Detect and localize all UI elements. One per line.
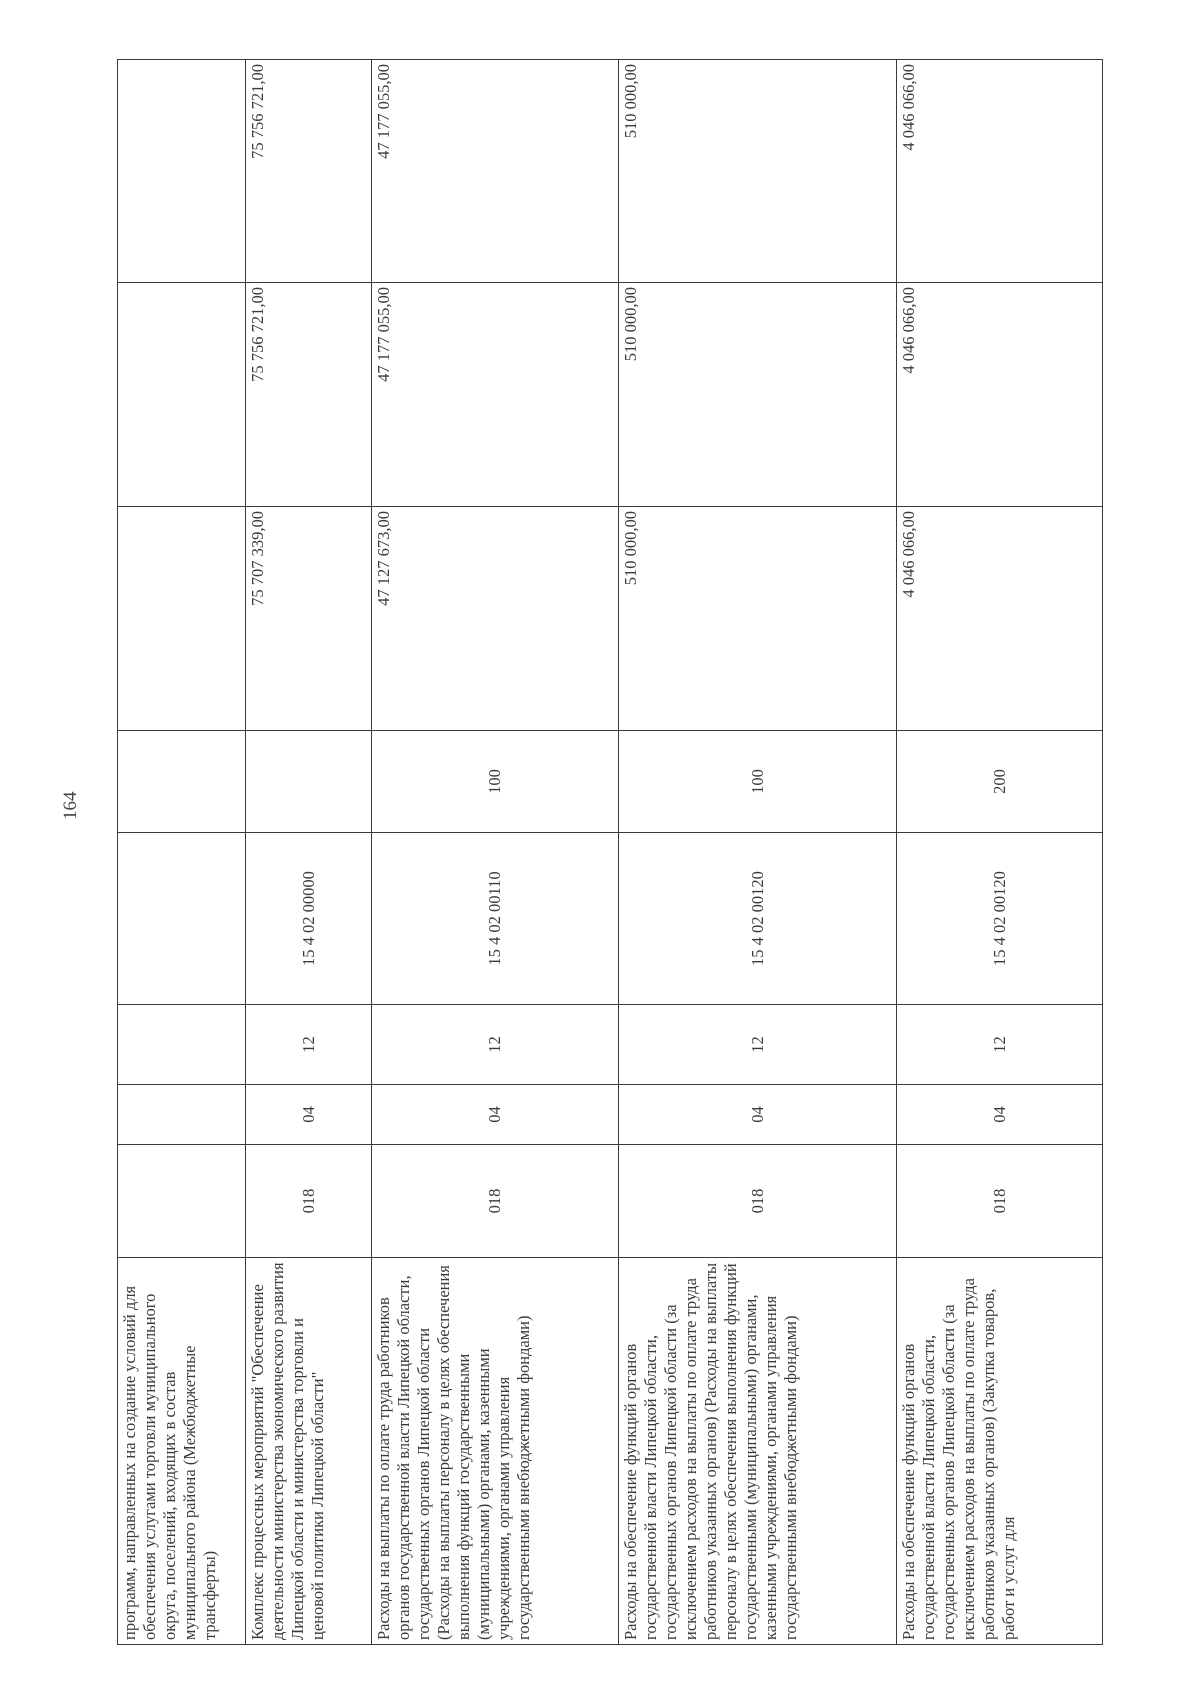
csr-cell: 15 4 02 00120 xyxy=(897,833,1103,1005)
ved-cell: 018 xyxy=(897,1145,1103,1258)
sum-cell-2 xyxy=(118,283,246,507)
pr-cell: 12 xyxy=(372,1005,619,1085)
sum-cell-3: 75 756 721,00 xyxy=(246,60,372,283)
sum-cell-1: 510 000,00 xyxy=(619,507,897,731)
ved-cell: 018 xyxy=(619,1145,897,1258)
csr-cell: 15 4 02 00000 xyxy=(246,833,372,1005)
rz-cell: 04 xyxy=(897,1085,1103,1145)
ved-cell: 018 xyxy=(246,1145,372,1258)
ved-cell xyxy=(118,1145,246,1258)
table-row xyxy=(372,60,619,1645)
sum-cell-3: 510 000,00 xyxy=(619,60,897,283)
sum-cell-2: 47 177 055,00 xyxy=(372,283,619,507)
table-row xyxy=(246,60,372,1645)
row-name-cell: программ, направленных на создание условий для обеспечения услугами торговли муниципального округа, поселений, входящих в состав муниципального района (Межбюджетные трансферты) xyxy=(118,1258,246,1645)
rz-cell xyxy=(118,1085,246,1145)
vr-cell: 100 xyxy=(619,731,897,833)
sum-cell-1: 75 707 339,00 xyxy=(246,507,372,731)
table-row xyxy=(118,60,246,1645)
rotated-table-wrapper xyxy=(117,60,1102,1645)
csr-cell xyxy=(118,833,246,1005)
csr-cell: 15 4 02 00120 xyxy=(619,833,897,1005)
sum-cell-2: 75 756 721,00 xyxy=(246,283,372,507)
sum-cell-1 xyxy=(118,507,246,731)
vr-cell: 200 xyxy=(897,731,1103,833)
row-name-cell: Расходы на выплаты по оплате труда работников органов государственной власти Липецкой области, государственных органов Липецкой области (Расходы на выплаты персоналу в целях обеспечения выполнения функций государственными (муниципальными) органами, казенными учреждениями, органами управления государственными внебюджетными фондами) xyxy=(372,1258,619,1645)
rz-cell: 04 xyxy=(372,1085,619,1145)
vr-cell xyxy=(118,731,246,833)
table-row xyxy=(897,60,1103,1645)
sum-cell-2: 510 000,00 xyxy=(619,283,897,507)
pr-cell xyxy=(118,1005,246,1085)
pr-cell: 12 xyxy=(897,1005,1103,1085)
sum-cell-1: 47 127 673,00 xyxy=(372,507,619,731)
vr-cell xyxy=(246,731,372,833)
table-row xyxy=(619,60,897,1645)
rz-cell: 04 xyxy=(246,1085,372,1145)
ved-cell: 018 xyxy=(372,1145,619,1258)
sum-cell-3: 47 177 055,00 xyxy=(372,60,619,283)
pr-cell: 12 xyxy=(619,1005,897,1085)
csr-cell: 15 4 02 00110 xyxy=(372,833,619,1005)
sum-cell-3 xyxy=(118,60,246,283)
vr-cell: 100 xyxy=(372,731,619,833)
sum-cell-1: 4 046 066,00 xyxy=(897,507,1103,731)
budget-table xyxy=(117,59,1103,1645)
sum-cell-3: 4 046 066,00 xyxy=(897,60,1103,283)
rz-cell: 04 xyxy=(619,1085,897,1145)
pr-cell: 12 xyxy=(246,1005,372,1085)
page-number: 164 xyxy=(60,791,81,820)
row-name-cell: Расходы на обеспечение функций органов государственной власти Липецкой области, государственных органов Липецкой области (за исключением расходов на выплаты по оплате труда работников указанных органов) (Расходы на выплаты персоналу в целях обеспечения выполнения функций государственными (муниципальными) органами, казенными учреждениями, органами управления государственными внебюджетными фондами) xyxy=(619,1258,897,1645)
row-name-cell: Комплекс процессных мероприятий "Обеспечение деятельности министерства экономического развития Липецкой области и министерства торговли и ценовой политики Липецкой области" xyxy=(246,1258,372,1645)
sum-cell-2: 4 046 066,00 xyxy=(897,283,1103,507)
row-name-cell: Расходы на обеспечение функций органов государственной власти Липецкой области, государственных органов Липецкой области (за исключением расходов на выплаты по оплате труда работников указанных органов) (Закупка товаров, работ и услуг для xyxy=(897,1258,1103,1645)
